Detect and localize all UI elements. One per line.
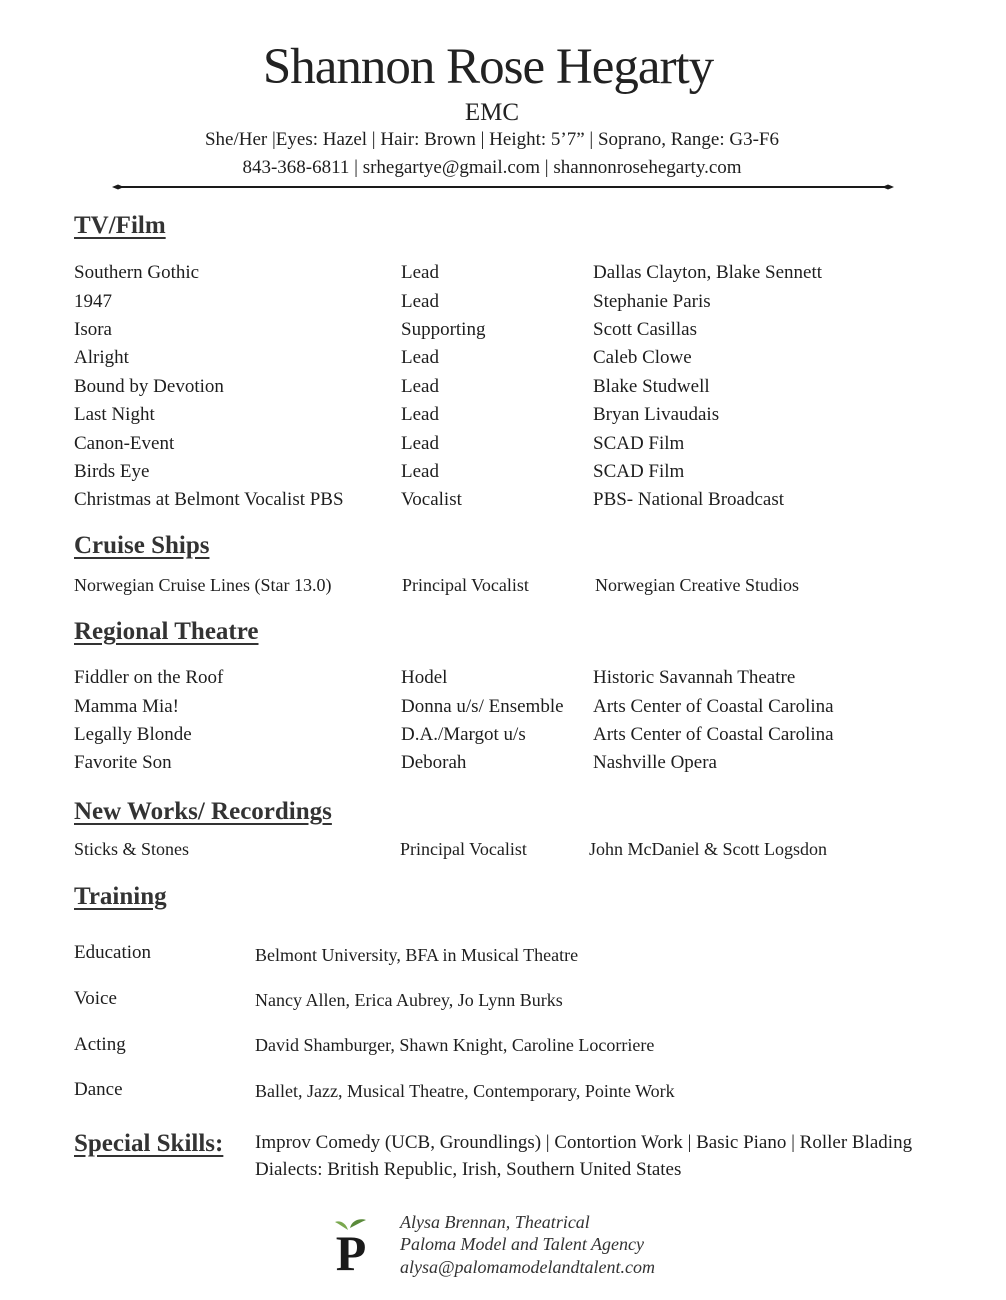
training-value: Belmont University, BFA in Musical Theatre [255,945,579,965]
credit-title: 1947 [74,291,112,312]
credit-role: D.A./Margot u/s [401,724,526,745]
agent-email: alysa@palomamodelandtalent.com [400,1257,656,1277]
credit-title: Mamma Mia! [74,696,180,717]
credit-role: Lead [401,262,439,283]
credit-role: Lead [401,291,439,312]
credit-title: Alright [74,347,129,368]
credit-role: Donna u/s/ Ensemble [401,696,564,717]
credit-role: Lead [401,433,439,454]
section-heading-tvfilm: TV/Film [74,212,166,239]
credit-role: Lead [401,347,439,368]
training-label: Dance [74,1079,123,1100]
credit-theatre: Arts Center of Coastal Carolina [593,724,834,745]
credit-title: Canon-Event [74,433,175,454]
agent-name: Alysa Brennan, Theatrical [400,1212,590,1232]
credit-title: Isora [74,319,112,340]
header-divider [112,182,894,192]
credit-director: Blake Studwell [593,376,710,397]
section-heading-regional: Regional Theatre [74,618,259,645]
credit-title: Bound by Devotion [74,376,224,397]
credit-title: Last Night [74,404,155,425]
credit-title: Christmas at Belmont Vocalist PBS [74,489,344,510]
credit-director: Dallas Clayton, Blake Sennett [593,262,823,283]
credit-theatre: Nashville Opera [593,752,717,773]
personal-stats: She/Her |Eyes: Hazel | Hair: Brown | Height: 5’7” | Soprano, Range: G3-F6 [204,129,779,150]
dialects-line: Dialects: British Republic, Irish, Southern United States [255,1159,682,1180]
union-status: EMC [464,99,520,126]
credit-title: Legally Blonde [74,724,192,745]
credit-director: John McDaniel & Scott Logsdon [589,839,827,859]
credit-role: Lead [401,461,439,482]
credit-title: Sticks & Stones [74,839,190,859]
training-label: Education [74,942,152,963]
credit-director: Bryan Livaudais [593,404,720,425]
agency-name: Paloma Model and Talent Agency [400,1234,644,1254]
training-value: Ballet, Jazz, Musical Theatre, Contemporary, Pointe Work [255,1081,675,1101]
section-heading-newworks: New Works/ Recordings [74,798,332,825]
credit-director: SCAD Film [593,461,685,482]
credit-role: Supporting [401,319,486,340]
training-label: Acting [74,1034,126,1055]
credit-director: Caleb Clowe [593,347,692,368]
credit-theatre: Arts Center of Coastal Carolina [593,696,834,717]
credit-role: Principal Vocalist [402,575,529,595]
section-heading-cruise: Cruise Ships [74,532,210,559]
contact-info: 843-368-6811 | srhegartye@gmail.com | shannonrosehegarty.com [242,157,742,178]
credit-theatre: Historic Savannah Theatre [593,667,796,688]
credit-role: Principal Vocalist [400,839,527,859]
resume-name: Shannon Rose Hegarty [262,39,714,95]
credit-role: Deborah [401,752,467,773]
credit-director: Scott Casillas [593,319,697,340]
training-value: Nancy Allen, Erica Aubrey, Jo Lynn Burks [255,990,563,1010]
credit-role: Lead [401,404,439,425]
section-heading-training: Training [74,883,167,910]
credit-title: Birds Eye [74,461,150,482]
training-value: David Shamburger, Shawn Knight, Caroline Locorriere [255,1035,655,1055]
credit-role: Hodel [401,667,448,688]
credit-title: Norwegian Cruise Lines (Star 13.0) [74,575,332,595]
skills-line: Improv Comedy (UCB, Groundlings) | Contortion Work | Basic Piano | Roller Blading [255,1132,913,1153]
credit-director: Stephanie Paris [593,291,711,312]
credit-title: Favorite Son [74,752,172,773]
agency-logo [328,1218,374,1272]
section-heading-skills: Special Skills: [74,1130,224,1157]
credit-role: Lead [401,376,439,397]
credit-director: PBS- National Broadcast [593,489,785,510]
credit-title: Fiddler on the Roof [74,667,224,688]
credit-director: SCAD Film [593,433,685,454]
credit-role: Vocalist [401,489,462,510]
training-label: Voice [74,988,117,1009]
credit-title: Southern Gothic [74,262,200,283]
credit-director: Norwegian Creative Studios [595,575,799,595]
agency-logo-letter: P [335,1225,367,1272]
